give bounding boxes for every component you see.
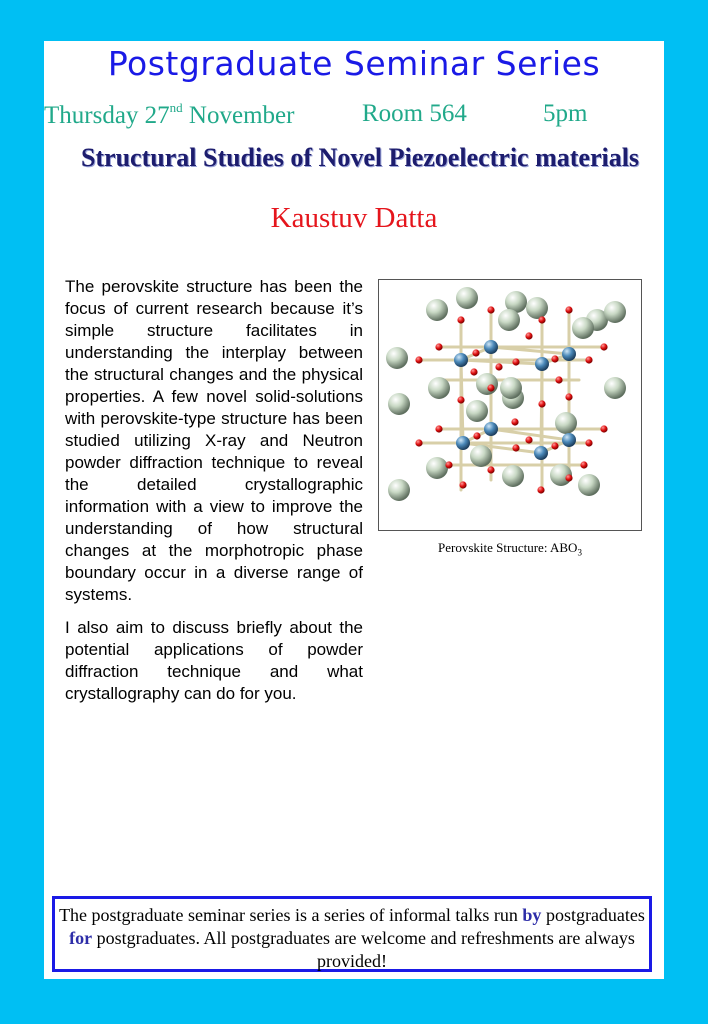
o-atom xyxy=(525,332,532,339)
o-atom xyxy=(435,425,442,432)
o-atom xyxy=(459,481,466,488)
o-atom xyxy=(473,432,480,439)
atom-spheres xyxy=(386,287,626,501)
o-atom xyxy=(435,343,442,350)
abstract-paragraph: The perovskite structure has been the focus of current research because it’s simple structure facilitates in understanding the interplay between the structural changes and the physical properties. A few novel solid-solutions with perovskite-type structure has been studied utilizing X-ray and Neutron powder diffraction technique to reveal the detailed crystallographic information with a view to improve the understanding of how structural changes at the morphotropic phase boundary occur in a diverse range of systems. xyxy=(65,277,363,604)
a-site-atom xyxy=(500,377,522,399)
b-site-atom xyxy=(562,347,576,361)
o-atom xyxy=(487,466,494,473)
footer-note: The postgraduate seminar series is a series of informal talks run by postgraduates for postgraduates. All postgraduates are welcome and refreshments are always provided! xyxy=(52,896,652,972)
abstract-paragraph: I also aim to discuss briefly about the potential applications of powder diffraction technique and what crystallography can do for you. xyxy=(65,618,363,703)
a-site-atom xyxy=(502,465,524,487)
o-atom xyxy=(487,384,494,391)
date-ordinal-suffix: nd xyxy=(169,100,183,115)
o-atom xyxy=(457,396,464,403)
a-site-atom xyxy=(388,479,410,501)
a-site-atom xyxy=(426,299,448,321)
o-atom xyxy=(555,376,562,383)
o-atom xyxy=(511,418,518,425)
event-date: Thursday 27nd November xyxy=(44,100,295,129)
a-site-atom xyxy=(426,457,448,479)
a-site-atom xyxy=(578,474,600,496)
a-site-atom xyxy=(526,297,548,319)
o-atom xyxy=(551,442,558,449)
a-site-atom xyxy=(572,317,594,339)
o-atom xyxy=(415,439,422,446)
a-site-atom xyxy=(428,377,450,399)
o-atom xyxy=(538,316,545,323)
o-atom xyxy=(600,425,607,432)
footer-emphasis-for: for xyxy=(69,928,93,948)
perovskite-crystal-diagram xyxy=(379,280,641,530)
o-atom xyxy=(495,363,502,370)
o-atom xyxy=(585,356,592,363)
o-atom xyxy=(512,444,519,451)
bond-line xyxy=(541,364,542,453)
o-atom xyxy=(512,358,519,365)
b-site-atom xyxy=(454,353,468,367)
b-site-atom xyxy=(484,340,498,354)
b-site-atom xyxy=(562,433,576,447)
a-site-atom xyxy=(386,347,408,369)
speaker-name: Kaustuv Datta xyxy=(270,202,438,234)
o-atom xyxy=(538,400,545,407)
b-site-atom xyxy=(534,446,548,460)
event-room: Room 564 xyxy=(362,100,467,127)
figure-caption: Perovskite Structure: $ABO_3$ xyxy=(438,540,582,558)
a-site-atom xyxy=(604,301,626,323)
o-atom xyxy=(457,316,464,323)
o-atom xyxy=(487,306,494,313)
talk-title: Structural Studies of Novel Piezoelectric materials xyxy=(80,143,640,172)
o-atom xyxy=(565,306,572,313)
o-atom xyxy=(537,486,544,493)
o-atom xyxy=(565,474,572,481)
o-atom xyxy=(600,343,607,350)
o-atom xyxy=(551,355,558,362)
a-site-atom xyxy=(470,445,492,467)
a-site-atom xyxy=(476,373,498,395)
a-site-atom xyxy=(456,287,478,309)
perovskite-structure-figure xyxy=(378,279,642,531)
o-atom xyxy=(445,461,452,468)
series-title: Postgraduate Seminar Series xyxy=(107,44,601,83)
b-site-atom xyxy=(484,422,498,436)
event-time: 5pm xyxy=(543,100,588,127)
event-info-row xyxy=(0,100,708,134)
abstract xyxy=(65,276,363,716)
o-atom xyxy=(472,349,479,356)
o-atom xyxy=(580,461,587,468)
b-site-atom xyxy=(535,357,549,371)
o-atom xyxy=(415,356,422,363)
b-site-atom xyxy=(456,436,470,450)
footer-emphasis-by: by xyxy=(522,905,542,925)
a-site-atom xyxy=(555,412,577,434)
o-atom xyxy=(525,436,532,443)
caption-subscript: 3 xyxy=(577,547,582,558)
o-atom xyxy=(470,368,477,375)
o-atom xyxy=(585,439,592,446)
a-site-atom xyxy=(604,377,626,399)
a-site-atom xyxy=(498,309,520,331)
a-site-atom xyxy=(466,400,488,422)
o-atom xyxy=(565,393,572,400)
a-site-atom xyxy=(388,393,410,415)
